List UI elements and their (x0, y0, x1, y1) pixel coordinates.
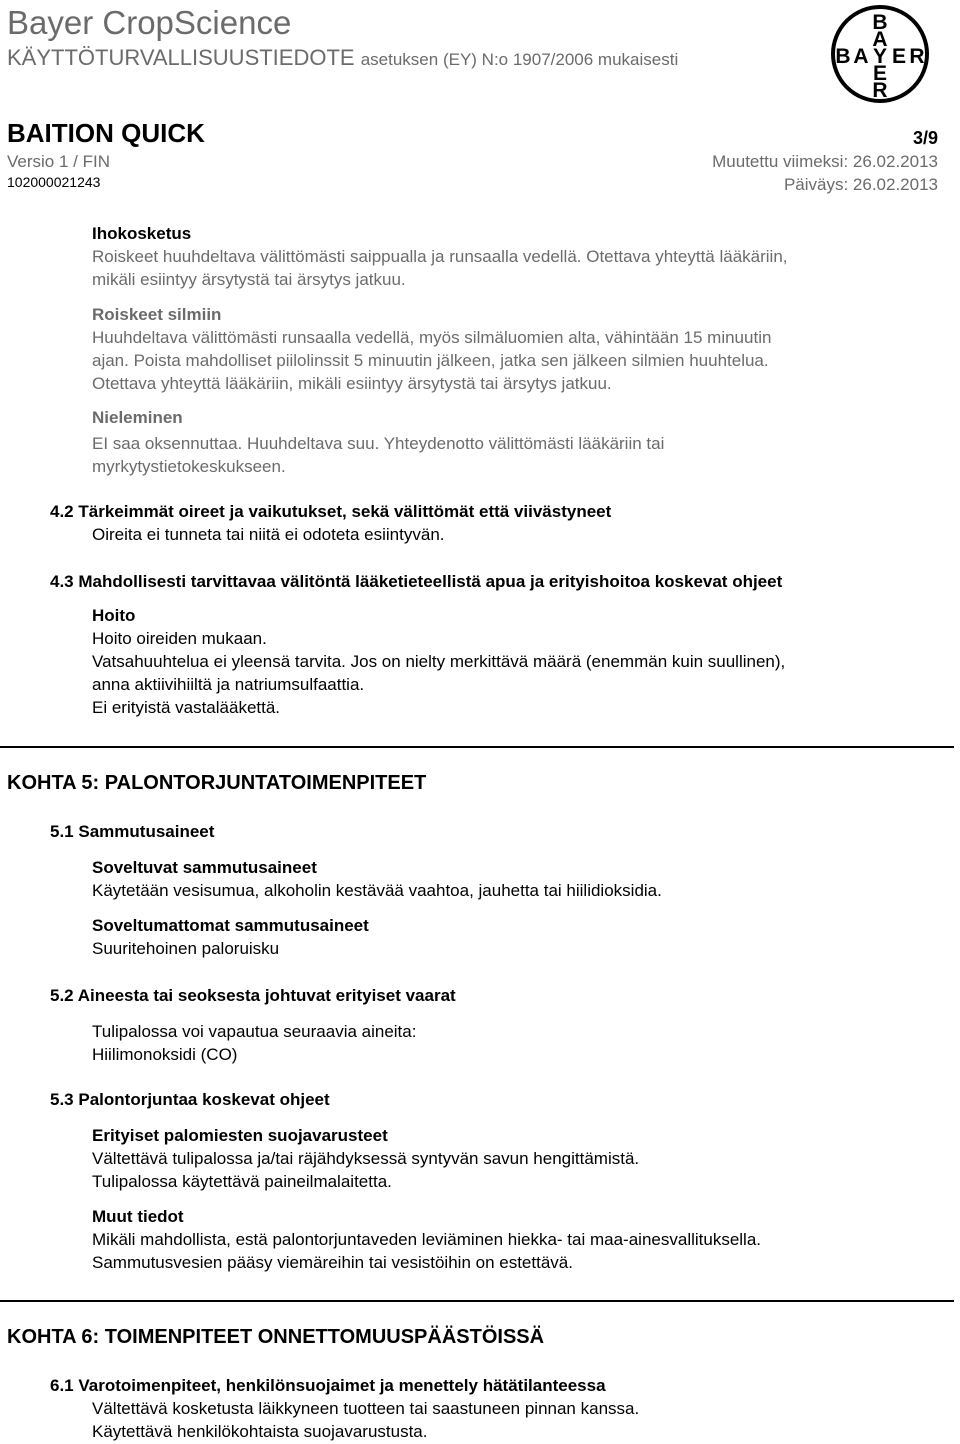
section-5-3-number: 5.3 (50, 1090, 74, 1109)
version-label: Versio 1 / FIN (7, 152, 110, 171)
eye-contact-line: Huuhdeltava välittömästi runsaalla vedellä, myös silmäluomien alta, vähintään 15 minuutin (92, 328, 772, 347)
document-number: 102000021243 (7, 174, 101, 190)
svg-text:A: A (853, 45, 869, 68)
section-5-3 (50, 1088, 761, 1274)
section-5-3-heading (50, 1088, 761, 1111)
precaution-line: Vältettävä kosketusta läikkyneen tuotteen tai saastuneen pinnan kanssa. (92, 1399, 640, 1418)
other-info-line: Sammutusvesien pääsy viemäreihin tai vesistöihin on estettävä. (92, 1253, 573, 1272)
section-5-1-number: 5.1 (50, 822, 74, 841)
protective-equipment-line: Tulipalossa käytettävä paineilmalaitetta. (92, 1172, 392, 1191)
svg-text:B: B (835, 45, 851, 68)
section-5-3-title: Palontorjuntaa koskevat ohjeet (78, 1090, 330, 1109)
eye-contact-line: Otettava yhteyttä lääkäriin, mikäli esiintyy ärsytystä tai ärsytys jatkuu. (92, 374, 612, 393)
treatment-line: Hoito oireiden mukaan. (92, 629, 267, 648)
section-6-1-title: Varotoimenpiteet, henkilönsuojaimet ja menettely hätätilanteessa (78, 1376, 606, 1395)
svg-text:E: E (872, 62, 888, 85)
page-number: 3/9 (912, 128, 938, 148)
svg-text:A: A (872, 28, 888, 51)
ingestion-line: myrkytystietokeskukseen. (92, 457, 286, 476)
hazard-line: Hiilimonoksidi (CO) (92, 1045, 238, 1064)
document-date: Päiväys: 26.02.2013 (783, 175, 938, 194)
svg-text:R: R (872, 79, 888, 102)
eye-contact-line: ajan. Poista mahdolliset piilolinssit 5 minuutin jälkeen, jatka sen jälkeen silmien huuhtelua. (92, 351, 769, 370)
svg-text:R: R (909, 45, 925, 68)
section-4-3-number: 4.3 (50, 572, 74, 591)
suitable-media-text: Käytetään vesisumua, alkoholin kestävää vaahtoa, jauhetta tai hiilidioksidia. (92, 881, 662, 900)
section-6-1-heading (50, 1374, 639, 1397)
protective-equipment-line: Vältettävä tulipalossa ja/tai räjähdyksessä syntyvän savun hengittämistä. (92, 1149, 640, 1168)
eye-contact-heading: Roiskeet silmiin (92, 305, 222, 324)
document-title (7, 44, 678, 74)
skin-contact-line: Roiskeet huuhdeltava välittömästi saippualla ja runsaalla vedellä. Otettava yhteyttä lääkäriin, (92, 247, 788, 266)
section-5-2-number: 5.2 (50, 986, 74, 1005)
svg-text:E: E (891, 45, 907, 68)
svg-text:Y: Y (872, 45, 888, 68)
hazard-line: Tulipalossa voi vapautua seuraavia aineita: (92, 1022, 417, 1041)
section-6-1-number: 6.1 (50, 1376, 74, 1395)
precaution-line: Käytettävä henkilökohtaista suojavarustusta. (92, 1422, 428, 1441)
protective-equipment-heading: Erityiset palomiesten suojavarusteet (92, 1126, 388, 1145)
section-4-3-title: Mahdollisesti tarvittavaa välitöntä lääketieteellistä apua ja erityishoitoa koskevat ohjeet (78, 572, 783, 591)
section-5-2-heading (50, 984, 456, 1007)
section-6-1 (50, 1374, 639, 1443)
bayer-cross-logo (830, 4, 930, 104)
other-info-heading: Muut tiedot (92, 1207, 184, 1226)
treatment-line: Vatsahuuhtelua ei yleensä tarvita. Jos on nielty merkittävä määrä (enemmän kuin suullinen), (92, 652, 786, 671)
ingestion-heading: Nieleminen (92, 408, 183, 427)
svg-text:B: B (872, 11, 888, 34)
section-4-2 (50, 500, 611, 546)
suitable-media-heading: Soveltuvat sammutusaineet (92, 858, 317, 877)
section-5-1 (50, 820, 662, 960)
treatment-line: anna aktiivihiiltä ja natriumsulfaattia. (92, 675, 365, 694)
document-regulation: asetuksen (EY) N:o 1907/2006 mukaisesti (360, 50, 679, 69)
other-info-line: Mikäli mahdollista, estä palontorjuntaveden leviäminen hiekka- tai maa-ainesvallituksella. (92, 1230, 762, 1249)
unsuitable-media-heading: Soveltumattomat sammutusaineet (92, 916, 369, 935)
section-4-3 (50, 570, 785, 719)
section-5-1-heading (50, 820, 662, 843)
skin-contact-heading: Ihokosketus (92, 224, 192, 243)
section-5-1-title: Sammutusaineet (78, 822, 215, 841)
document-title-main: KÄYTTÖTURVALLISUUSTIEDOTE (7, 45, 355, 70)
revised-date: Muutettu viimeksi: 26.02.2013 (712, 152, 938, 171)
section-divider (0, 746, 954, 748)
section-5-2-title: Aineesta tai seoksesta johtuvat erityiset vaarat (77, 986, 456, 1005)
product-name: BAITION QUICK (7, 118, 205, 148)
section-4-2-title: Tärkeimmät oireet ja vaikutukset, sekä välittömät että viivästyneet (78, 502, 612, 521)
section-4-2-number: 4.2 (50, 502, 74, 521)
ingestion-line: EI saa oksennuttaa. Huuhdeltava suu. Yhteydenotto välittömästi lääkäriin tai (92, 434, 665, 453)
ingestion-block (92, 406, 664, 478)
section-4-2-text: Oireita ei tunneta tai niitä ei odoteta esiintyvän. (92, 525, 445, 544)
section-4-2-heading (50, 500, 611, 523)
section-5-title: KOHTA 5: PALONTORJUNTATOIMENPITEET (7, 772, 427, 794)
section-divider (0, 1300, 954, 1302)
treatment-heading: Hoito (92, 606, 136, 625)
section-4-3-heading (50, 570, 785, 593)
eye-contact-block (92, 303, 771, 395)
section-5-2 (50, 984, 456, 1066)
company-name: Bayer CropScience (7, 4, 292, 41)
section-6-title: KOHTA 6: TOIMENPITEET ONNETTOMUUSPÄÄSTÖISSÄ (7, 1326, 545, 1348)
unsuitable-media-text: Suuritehoinen paloruisku (92, 939, 280, 958)
skin-contact-line: mikäli esiintyy ärsytystä tai ärsytys jatkuu. (92, 270, 406, 289)
treatment-line: Ei erityistä vastalääkettä. (92, 698, 281, 717)
skin-contact-block (92, 222, 788, 291)
